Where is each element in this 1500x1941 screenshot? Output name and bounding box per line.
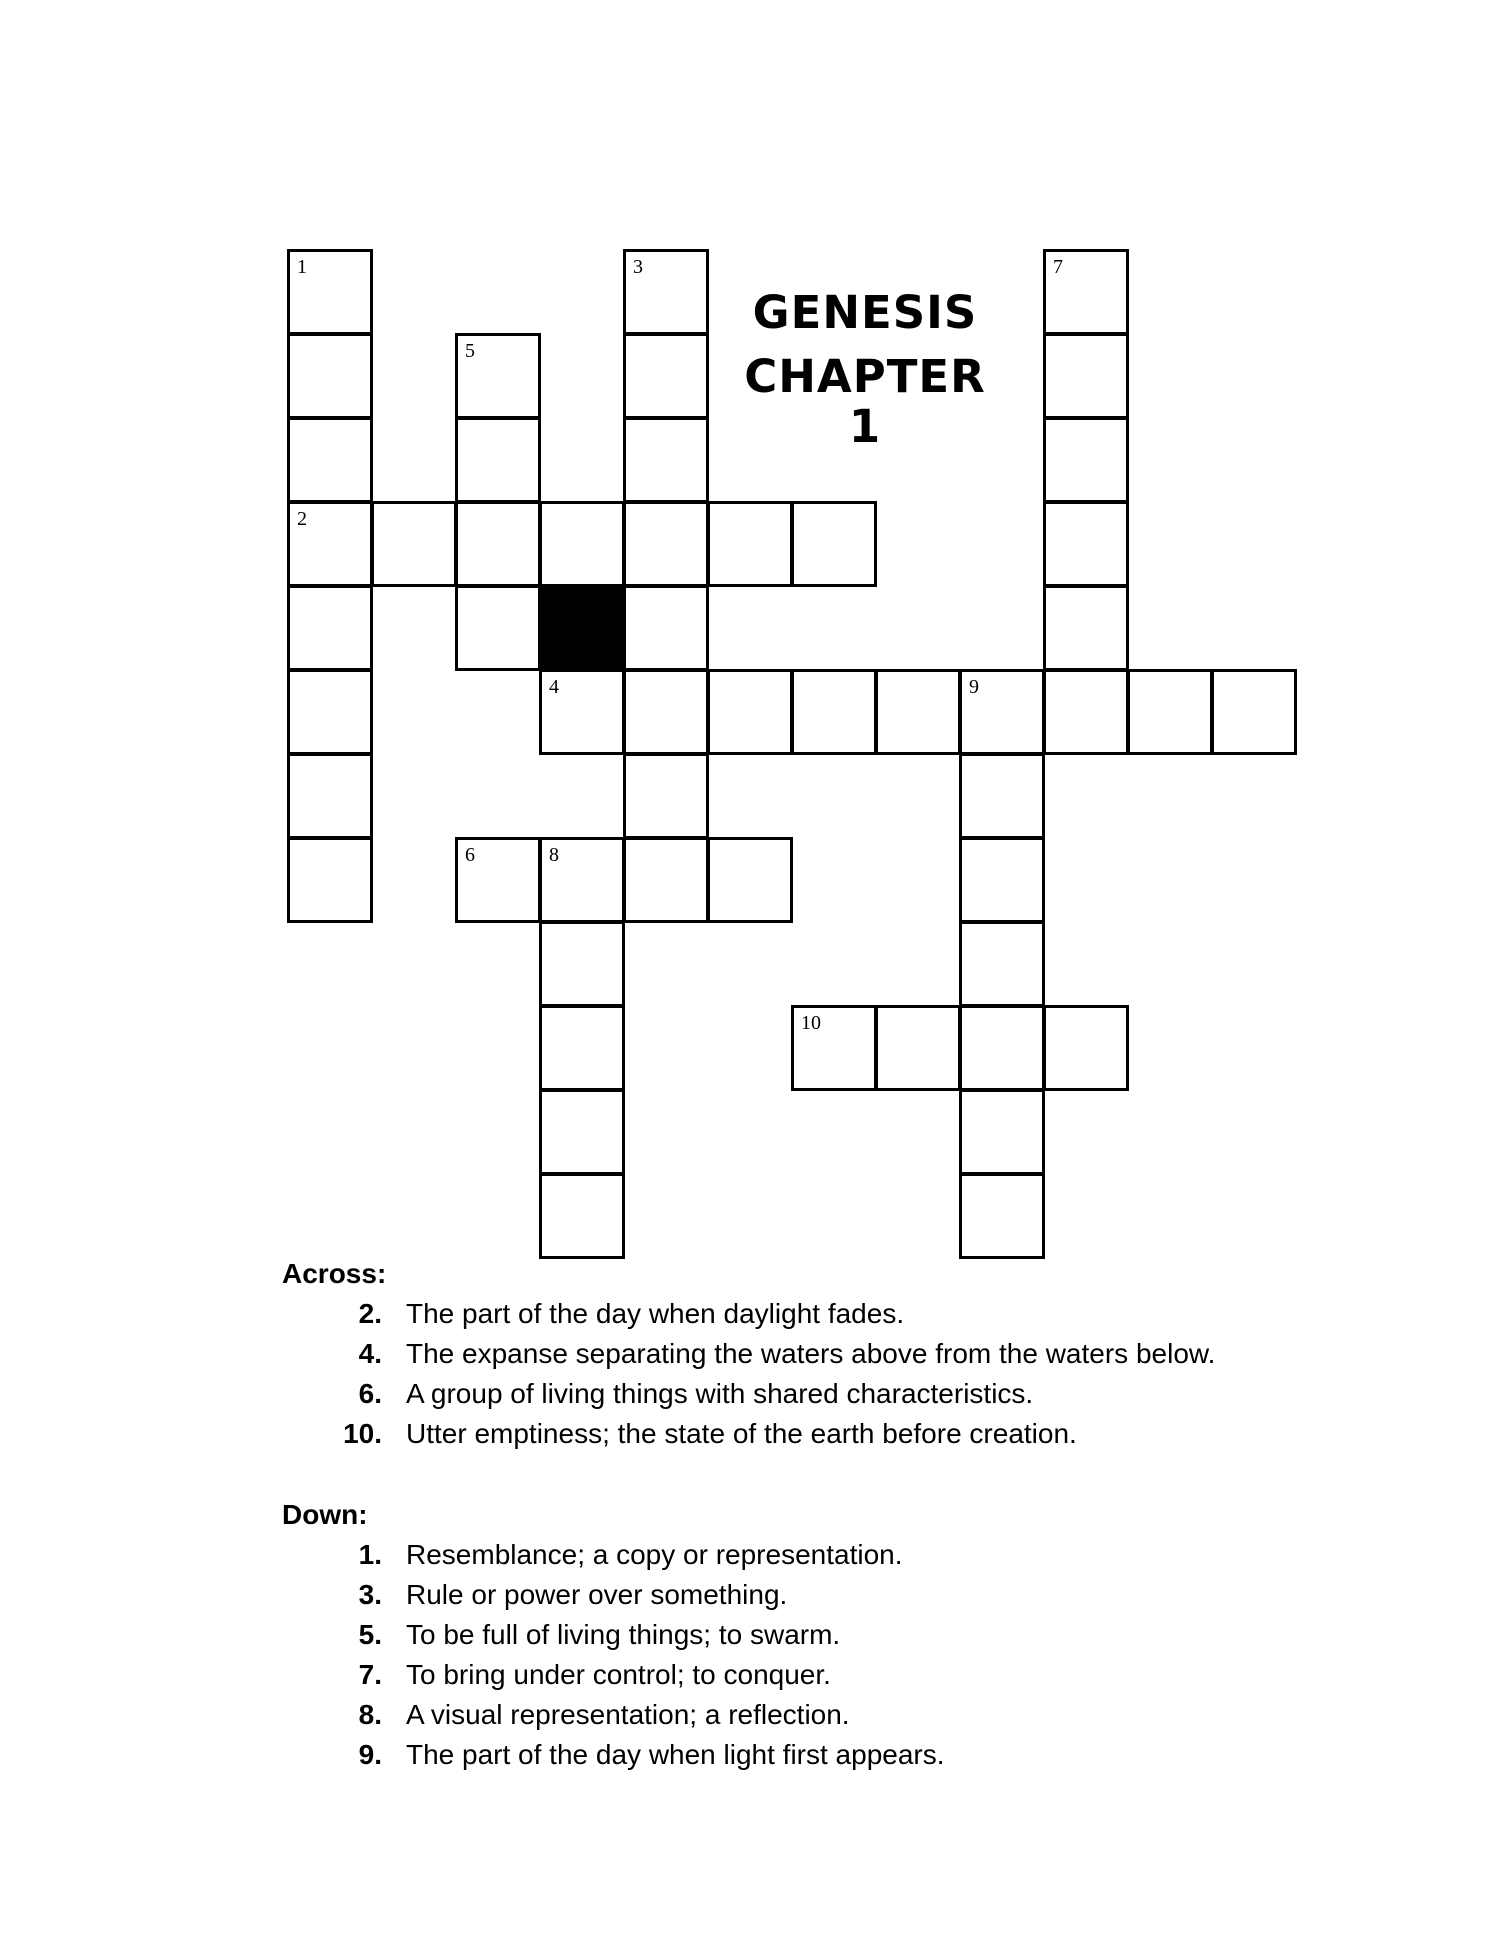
clue-number: 5 bbox=[465, 340, 475, 362]
crossword-cell[interactable] bbox=[623, 501, 709, 587]
crossword-cell[interactable] bbox=[539, 1089, 625, 1175]
down-clue-list bbox=[282, 1535, 1282, 1775]
across-clue bbox=[282, 1374, 1282, 1414]
crossword-cell[interactable] bbox=[455, 333, 541, 419]
crossword-cell[interactable] bbox=[1043, 1005, 1129, 1091]
crossword-cell[interactable] bbox=[959, 753, 1045, 839]
crossword-cell[interactable] bbox=[707, 669, 793, 755]
clue-number-label: 6. bbox=[358, 1378, 382, 1409]
crossword-cell[interactable] bbox=[287, 669, 373, 755]
across-heading: Across: bbox=[282, 1258, 387, 1289]
clue-number-label: 9. bbox=[358, 1739, 382, 1770]
crossword-cell[interactable] bbox=[875, 669, 961, 755]
clue-number-wrap bbox=[282, 1374, 382, 1414]
across-clue bbox=[282, 1294, 1282, 1334]
crossword-cell[interactable] bbox=[707, 837, 793, 923]
crossword-cell[interactable] bbox=[455, 837, 541, 923]
crossword-cell[interactable] bbox=[875, 1005, 961, 1091]
crossword-cell[interactable] bbox=[287, 837, 373, 923]
crossword-cell[interactable] bbox=[791, 501, 877, 587]
clue-number: 8 bbox=[549, 844, 559, 866]
crossword-cell[interactable] bbox=[287, 585, 373, 671]
crossword-cell[interactable] bbox=[455, 501, 541, 587]
clue-number-wrap bbox=[282, 1615, 382, 1655]
crossword-cell[interactable] bbox=[623, 417, 709, 503]
clue-number-wrap bbox=[282, 1414, 382, 1454]
clue-text: A visual representation; a reflection. bbox=[406, 1699, 850, 1730]
crossword-cell[interactable] bbox=[623, 837, 709, 923]
clue-text: To bring under control; to conquer. bbox=[406, 1659, 831, 1690]
clue-text: The expanse separating the waters above from the waters below. bbox=[406, 1338, 1216, 1369]
clue-number: 7 bbox=[1053, 256, 1063, 278]
clue-number: 4 bbox=[549, 676, 559, 698]
crossword-cell[interactable] bbox=[791, 669, 877, 755]
crossword-cell[interactable] bbox=[791, 1005, 877, 1091]
across-clues bbox=[282, 1258, 1282, 1454]
clue-number: 3 bbox=[633, 256, 643, 278]
across-clue-list bbox=[282, 1294, 1282, 1454]
clue-number-wrap bbox=[282, 1334, 382, 1374]
down-clue bbox=[282, 1535, 1282, 1575]
clue-text: Utter emptiness; the state of the earth before creation. bbox=[406, 1418, 1077, 1449]
crossword-cell[interactable] bbox=[1043, 333, 1129, 419]
crossword-cell[interactable] bbox=[959, 669, 1045, 755]
crossword-cell[interactable] bbox=[707, 501, 793, 587]
crossword-cell[interactable] bbox=[623, 753, 709, 839]
clue-number: 6 bbox=[465, 844, 475, 866]
clue-number: 10 bbox=[801, 1012, 821, 1034]
crossword-cell[interactable] bbox=[539, 1173, 625, 1259]
crossword-cell[interactable] bbox=[539, 921, 625, 1007]
down-clue bbox=[282, 1655, 1282, 1695]
clue-text: Resemblance; a copy or representation. bbox=[406, 1539, 903, 1570]
across-clue bbox=[282, 1334, 1282, 1374]
crossword-cell[interactable] bbox=[623, 333, 709, 419]
crossword-black-cell bbox=[539, 585, 625, 671]
clue-number-label: 1. bbox=[358, 1539, 382, 1570]
crossword-cell[interactable] bbox=[1211, 669, 1297, 755]
crossword-cell[interactable] bbox=[959, 1005, 1045, 1091]
crossword-cell[interactable] bbox=[623, 249, 709, 335]
puzzle-subtitle: CHAPTER 1 bbox=[744, 350, 986, 453]
crossword-cell[interactable] bbox=[959, 1089, 1045, 1175]
crossword-cell[interactable] bbox=[1043, 585, 1129, 671]
clue-number-wrap bbox=[282, 1294, 382, 1334]
crossword-cell[interactable] bbox=[623, 585, 709, 671]
crossword-cell[interactable] bbox=[1043, 417, 1129, 503]
crossword-cell[interactable] bbox=[959, 921, 1045, 1007]
crossword-cell[interactable] bbox=[623, 669, 709, 755]
clue-number: 9 bbox=[969, 676, 979, 698]
clue-number-label: 8. bbox=[358, 1699, 382, 1730]
clue-number-wrap bbox=[282, 1695, 382, 1735]
crossword-cell[interactable] bbox=[287, 417, 373, 503]
clue-text: The part of the day when light first appears. bbox=[406, 1739, 945, 1770]
crossword-cell[interactable] bbox=[539, 1005, 625, 1091]
crossword-cell[interactable] bbox=[1043, 249, 1129, 335]
clue-number-wrap bbox=[282, 1535, 382, 1575]
crossword-cell[interactable] bbox=[1127, 669, 1213, 755]
crossword-cell[interactable] bbox=[959, 1173, 1045, 1259]
down-clues bbox=[282, 1499, 1282, 1775]
crossword-cell[interactable] bbox=[455, 417, 541, 503]
clue-number-wrap bbox=[282, 1655, 382, 1695]
crossword-cell[interactable] bbox=[371, 501, 457, 587]
clue-text: Rule or power over something. bbox=[406, 1579, 788, 1610]
down-clue bbox=[282, 1735, 1282, 1775]
clue-number-label: 10. bbox=[343, 1418, 382, 1449]
clue-text: To be full of living things; to swarm. bbox=[406, 1619, 841, 1650]
puzzle-title: GENESIS bbox=[752, 286, 978, 339]
clue-number-label: 2. bbox=[358, 1298, 382, 1329]
clue-number-label: 7. bbox=[358, 1659, 382, 1690]
down-heading: Down: bbox=[282, 1499, 368, 1530]
crossword-cell[interactable] bbox=[287, 249, 373, 335]
crossword-cell[interactable] bbox=[959, 837, 1045, 923]
crossword-cell[interactable] bbox=[539, 669, 625, 755]
clue-number-wrap bbox=[282, 1575, 382, 1615]
clue-text: The part of the day when daylight fades. bbox=[406, 1298, 905, 1329]
crossword-cell[interactable] bbox=[1043, 501, 1129, 587]
clue-number-wrap bbox=[282, 1735, 382, 1775]
down-clue bbox=[282, 1575, 1282, 1615]
clue-number-label: 3. bbox=[358, 1579, 382, 1610]
crossword-cell[interactable] bbox=[539, 837, 625, 923]
crossword-cell[interactable] bbox=[455, 585, 541, 671]
crossword-cell[interactable] bbox=[287, 753, 373, 839]
clue-number: 1 bbox=[297, 256, 307, 278]
clue-number-label: 5. bbox=[358, 1619, 382, 1650]
crossword-cell[interactable] bbox=[287, 501, 373, 587]
across-clue bbox=[282, 1414, 1282, 1454]
crossword-cell[interactable] bbox=[1043, 669, 1129, 755]
crossword-cell[interactable] bbox=[539, 501, 625, 587]
clue-number: 2 bbox=[297, 508, 307, 530]
clue-text: A group of living things with shared characteristics. bbox=[406, 1378, 1034, 1409]
crossword-cell[interactable] bbox=[287, 333, 373, 419]
clue-number-label: 4. bbox=[358, 1338, 382, 1369]
down-clue bbox=[282, 1695, 1282, 1735]
down-clue bbox=[282, 1615, 1282, 1655]
